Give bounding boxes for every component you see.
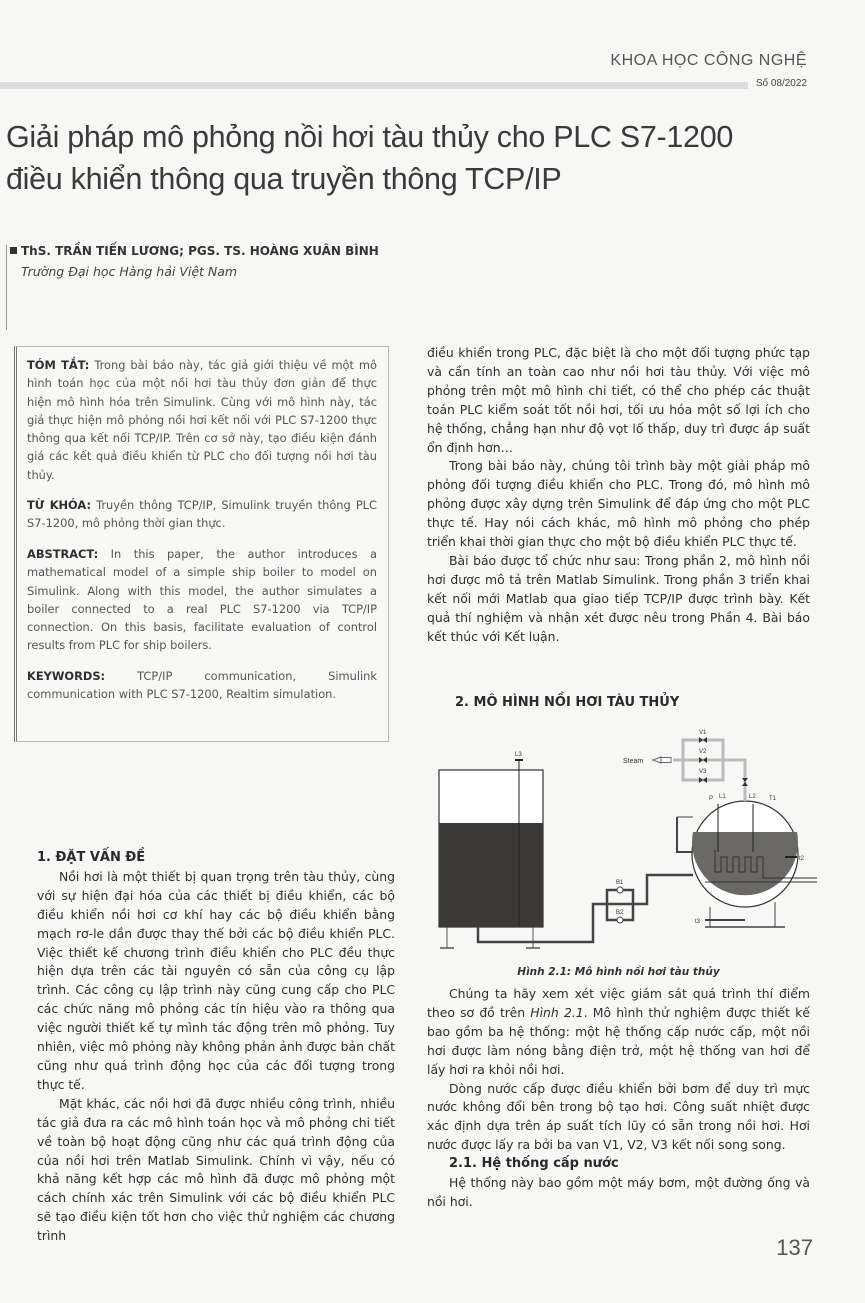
journal-section-header (610, 50, 807, 70)
svg-text:L1: L1 (719, 794, 726, 800)
intro-paragraph-1: Nồi hơi là một thiết bị quan trọng trên tàu thủy, cùng với sự hiện đại hóa của các thiết bị điều khiển, các bộ điều khiển nồi hơi cơ khí hay các bộ điều khiển bằng mạch rơ-le dần được thay thế bởi các bộ điều khiển PLC. Việc thiết kế chương trình điều khiển cho PLC đều thực hiện dựa trên các tài nguyên có sẵn của công cụ lập trình. Các công cụ lập trình này cũng cung cấp cho PLC các chức năng mô phỏng các tín hiệu vào ra thông qua việc người thiết kế tự mình tác động trên mô phỏng. Tuy nhiên, việc mô phỏng này không phản ảnh được bản chất cũng như quá trình động học của các đối tượng trong thực tế. (37, 868, 395, 1092)
intro-paragraph-2: Mặt khác, các nồi hơi đã được nhiều công trình, nhiều tác giả đưa ra các mô hình toán học và mô phỏng chi tiết về toàn bộ hoạt động cũng như các quá trình động của của nồi hơi trên Matlab Simulink. Chính vì vậy, nếu có khả năng kết hợp các mô hình đã được mô phỏng một cách chính xác trên Simulink với các bộ điều khiển PLC sẽ tạo điều kiện tốt hơn cho việc thử nghiệm các chương trình (37, 1095, 395, 1244)
right-paragraph-3: Bài báo được tổ chức như sau: Trong phần 2, mô hình nồi hơi được mô tả trên Matlab Simulink. Trong phần 3 triển khai kết nối mới Matlab qua giao tiếp TCP/IP được trình bày. Kết quả thí nghiệm và nhận xét được nêu trong Phần 4. Bài báo kết thúc với Kết luận. (427, 552, 810, 644)
right-paragraph-1: điều khiển trong PLC, đặc biệt là cho một đối tượng phức tạp và cần tính an toàn cao như nồi hơi tàu thủy. Với việc mô phỏng trên một mô hình chi tiết, có thể cho phép các thuật toán PLC kiểm soát tốt nồi hơi, tối ưu hóa một số lợi ích cho hệ thống, chẳng hạn như độ vọt lố thấp, duy trì được áp suất ổn định hơn… (427, 345, 810, 455)
svg-text:t3: t3 (695, 919, 701, 925)
steam-valves (673, 740, 745, 801)
tu-khoa-label: TỪ KHÓA: (27, 498, 92, 512)
left-column (37, 849, 395, 1246)
right-column-top (427, 344, 810, 647)
svg-text:L3: L3 (515, 752, 522, 758)
abstract-label: ABSTRACT: (27, 547, 99, 561)
section-heading-2-wrap (455, 694, 838, 713)
author-rule (6, 245, 7, 330)
page-number: 137 (776, 1235, 813, 1260)
bullet-icon (10, 247, 17, 254)
figure-caption: Hình 2.1: Mô hình nồi hơi tàu thủy (517, 966, 720, 978)
pump-b2-icon (617, 917, 623, 923)
svg-text:V3: V3 (699, 769, 707, 775)
svg-text:B2: B2 (616, 910, 624, 916)
svg-text:V2: V2 (699, 749, 707, 755)
tom-tat-label: TÓM TẮT: (27, 358, 90, 372)
svg-text:t2: t2 (799, 856, 805, 862)
right-paragraph-5: Dòng nước cấp được điều khiển bởi bơm để duy trì mực nước không đổi bên trong bộ tạo hơi. Công suất nhiệt được xác định dựa trên áp suất tích lũy có sẵn trong nồi hơi. Hơi nước được lấy ra bởi ba van V1, V2, V3 kết nối song song. (427, 1080, 810, 1153)
title-line-2: điều khiển thông qua truyền thông TCP/IP (6, 162, 562, 196)
svg-text:L2: L2 (749, 794, 756, 800)
right-paragraph-2: Trong bài báo này, chúng tôi trình bày một giải pháp mô phỏng đối tượng điều khiển cho PLC. Trong đó, mô hình mô phỏng được xây dựng trên Simulink để đáp ứng cho một PLC thực tế. Hay nói cách khác, mô hình mô phỏng cho phép triển khai thời gian thực cho một bộ điều khiển PLC thực tế. (427, 458, 810, 550)
tu-khoa-paragraph: TỪ KHÓA: Truyền thông TCP/IP, Simulink truyền thông PLC S7-1200, mô phỏng thời gian thực. (27, 498, 377, 531)
right-paragraph-6: Hệ thống này bao gồm một máy bơm, một đường ống và nồi hơi. (427, 1175, 810, 1209)
affiliation: Trường Đại học Hàng hải Việt Nam (21, 264, 238, 279)
right-column-bottom (427, 985, 810, 1212)
authors (10, 244, 379, 258)
subsection-heading-2-1: 2.1. Hệ thống cấp nước (449, 1156, 619, 1172)
steam-arrow-icon (653, 757, 661, 763)
pump-b1-icon (617, 887, 623, 893)
issue-number: Số 08/2022 (755, 78, 807, 89)
figure-reference: Hình 2.1 (530, 1004, 584, 1020)
svg-text:Steam: Steam (623, 758, 644, 765)
section-heading-1: 1. ĐẶT VẤN ĐỀ (37, 850, 146, 865)
right-paragraph-4: Chúng ta hãy xem xét việc giám sát quá trình thí điểm theo sơ đồ trên Hình 2.1. Mô hình thử nghiệm được thiết kế bao gồm ba hệ thống: một hệ thống cấp nước cấp, một nồi hơi được làm nóng bằng điện trở, một hệ thống van hơi để lấy hơi ra khỏi nồi hơi. (427, 986, 810, 1077)
author-names: ThS. TRẦN TIẾN LƯƠNG; PGS. TS. HOÀNG XUÂN BÌNH (21, 244, 379, 258)
svg-text:P: P (709, 796, 714, 802)
section-name: KHOA HỌC CÔNG NGHỆ (610, 52, 807, 69)
tom-tat-paragraph: TÓM TẮT: Trong bài báo này, tác giả giới thiệu về một mô hình toán học của một nồi hơi tàu thủy đơn giản để thực hiện mô hình hóa trên Simulink. Cùng với mô hình này, tác giả thực hiện mô phỏng nồi hơi kết nối với PLC S7-1200 thực thông qua kết nối TCP/IP. Trên cơ sở này, tạo điều kiện đánh giá các kết quả điều khiển từ PLC cho đối tượng nồi hơi tàu thủy. (27, 358, 377, 482)
feed-tank (439, 752, 543, 948)
svg-text:V1: V1 (699, 730, 707, 736)
keywords-paragraph: KEYWORDS: TCP/IP communication, Simulink communication with PLC S7-1200, Realtim simulation. (27, 669, 377, 702)
title-line-1: Giải pháp mô phỏng nồi hơi tàu thủy cho PLC S7-1200 (6, 120, 734, 154)
boiler-drum (677, 794, 817, 927)
abstract-paragraph: ABSTRACT: In this paper, the author introduces a mathematical model of a simple ship boiler to model on Simulink. Along with this model, the author simulates a boiler connected to a real PLC S7-1200 via TCP/IP connection. On this basis, facilitate evaluation of control results from PLC for ship boilers. (27, 547, 377, 653)
article-title (6, 116, 806, 200)
boiler-diagram (425, 712, 845, 962)
header-rule (0, 82, 748, 89)
section-heading-2: 2. MÔ HÌNH NỒI HƠI TÀU THỦY (455, 695, 680, 710)
svg-text:B1: B1 (616, 880, 624, 886)
svg-text:T1: T1 (769, 796, 777, 802)
keywords-label: KEYWORDS: (27, 669, 106, 683)
